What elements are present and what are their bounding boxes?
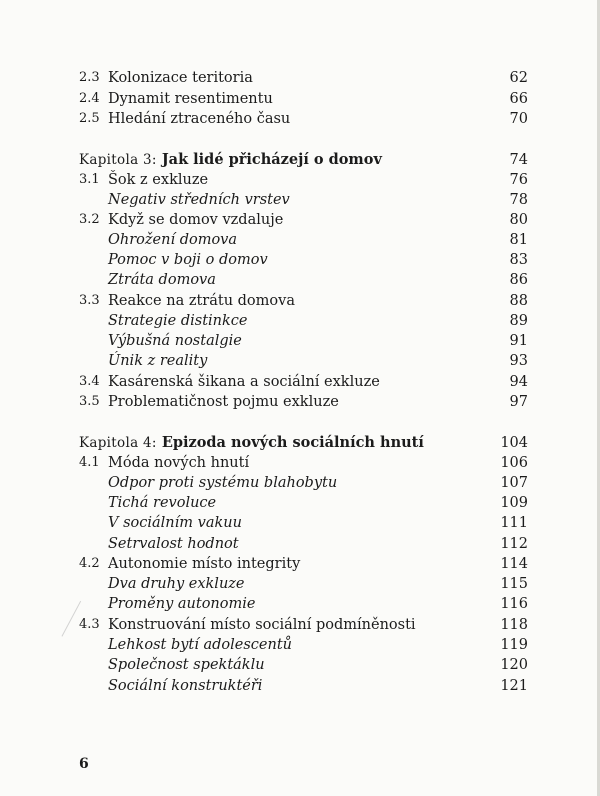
toc-subsection-row [0,676,600,696]
entry-title: Kolonizace teritoria [108,70,253,86]
page-ref: 109 [500,495,528,511]
toc-subsection-row [0,473,600,493]
toc-subsection-row [0,655,600,675]
chapter-label: Kapitola 3: [79,152,157,168]
page-ref: 80 [509,212,528,228]
entry-title: Hledání ztraceného času [108,111,291,127]
toc-section-row [0,453,600,473]
toc-subsection-row [0,635,600,655]
entry-title: Setrvalost hodnot [108,536,239,552]
toc-subsection-row [0,574,600,594]
entry-title: Ohrožení domova [108,232,238,248]
page-ref: 116 [500,596,528,612]
page-ref: 121 [500,678,528,694]
toc-chapter-row [0,150,600,170]
toc-section-row [0,210,600,230]
entry-title [79,150,382,170]
page-ref: 86 [509,272,528,288]
page-ref: 94 [509,374,528,390]
entry-title: Problematičnost pojmu exkluze [108,394,339,410]
entry-title: Společnost spektáklu [108,657,265,673]
page-ref: 107 [500,475,528,491]
section-number: 2.3 [79,70,100,85]
page-ref: 62 [509,70,528,86]
page-ref: 93 [509,353,528,369]
entry-title: Sociální konstruktéři [108,678,263,694]
toc-subsection-row [0,230,600,250]
section-number: 4.3 [79,617,100,632]
section-number: 2.4 [79,91,100,106]
toc-section-row [0,615,600,635]
toc-subsection-row [0,493,600,513]
entry-title: Dynamit resentimentu [108,91,273,107]
chapter-title: Jak lidé přicházejí o domov [161,151,382,168]
page-ref: 91 [509,333,528,349]
section-number: 4.1 [79,455,100,470]
page-ref: 111 [500,515,528,531]
page-ref: 118 [500,617,528,633]
entry-title: Reakce na ztrátu domova [108,293,295,309]
chapter-title: Epizoda nových sociálních hnutí [161,434,424,451]
page-number: 6 [79,756,89,772]
page-ref: 112 [500,536,528,552]
page-ref: 81 [509,232,528,248]
page-ref: 89 [509,313,528,329]
page-ref: 114 [500,556,528,572]
page-ref: 106 [500,455,528,471]
toc-section-row [0,392,600,412]
section-number: 3.4 [79,374,100,389]
toc-subsection-row [0,190,600,210]
page-ref: 66 [509,91,528,107]
entry-title: Negativ středních vrstev [108,192,290,208]
entry-title: Dva druhy exkluze [108,576,245,592]
entry-title: V sociálním vakuu [108,515,242,531]
entry-title [79,433,424,453]
entry-title: Odpor proti systému blahobytu [108,475,338,491]
page-ref: 119 [500,637,528,653]
entry-title: Šok z exkluze [108,172,209,188]
section-number: 2.5 [79,111,100,126]
entry-title: Kasárenská šikana a sociální exkluze [108,374,380,390]
page-ref: 104 [500,435,528,451]
toc-subsection-row [0,311,600,331]
section-number: 3.2 [79,212,100,227]
entry-title: Výbušná nostalgie [108,333,242,349]
toc-subsection-row [0,270,600,290]
toc-subsection-row [0,250,600,270]
toc-section-row [0,554,600,574]
page-ref: 74 [509,152,528,168]
toc-section-row [0,170,600,190]
entry-title: Strategie distinkce [108,313,248,329]
section-number: 3.1 [79,172,100,187]
section-number: 3.3 [79,293,100,308]
page-ref: 70 [509,111,528,127]
entry-title: Když se domov vzdaluje [108,212,284,228]
toc-subsection-row [0,331,600,351]
section-number: 4.2 [79,556,100,571]
entry-title: Lehkost bytí adolescentů [108,637,293,653]
entry-title: Tichá revoluce [108,495,217,511]
page-ref: 120 [500,657,528,673]
entry-title: Únik z reality [108,353,208,369]
entry-title: Ztráta domova [108,272,216,288]
page-ref: 76 [509,172,528,188]
toc-section-row [0,291,600,311]
page-ref: 83 [509,252,528,268]
toc-chapter-row [0,433,600,453]
entry-title: Konstruování místo sociální podmíněnosti [108,617,416,633]
toc-section-row [0,89,600,109]
page-ref: 88 [509,293,528,309]
toc-subsection-row [0,351,600,371]
toc-subsection-row [0,513,600,533]
page-ref: 78 [509,192,528,208]
entry-title: Móda nových hnutí [108,455,250,471]
entry-title: Pomoc v boji o domov [108,252,268,268]
toc-section-row [0,372,600,392]
entry-title: Proměny autonomie [108,596,256,612]
toc-subsection-row [0,534,600,554]
chapter-label: Kapitola 4: [79,435,157,451]
toc-section-row [0,109,600,129]
page-ref: 115 [500,576,528,592]
entry-title: Autonomie místo integrity [108,556,301,572]
toc-subsection-row [0,594,600,614]
toc-section-row [0,68,600,88]
section-number: 3.5 [79,394,100,409]
page-ref: 97 [509,394,528,410]
